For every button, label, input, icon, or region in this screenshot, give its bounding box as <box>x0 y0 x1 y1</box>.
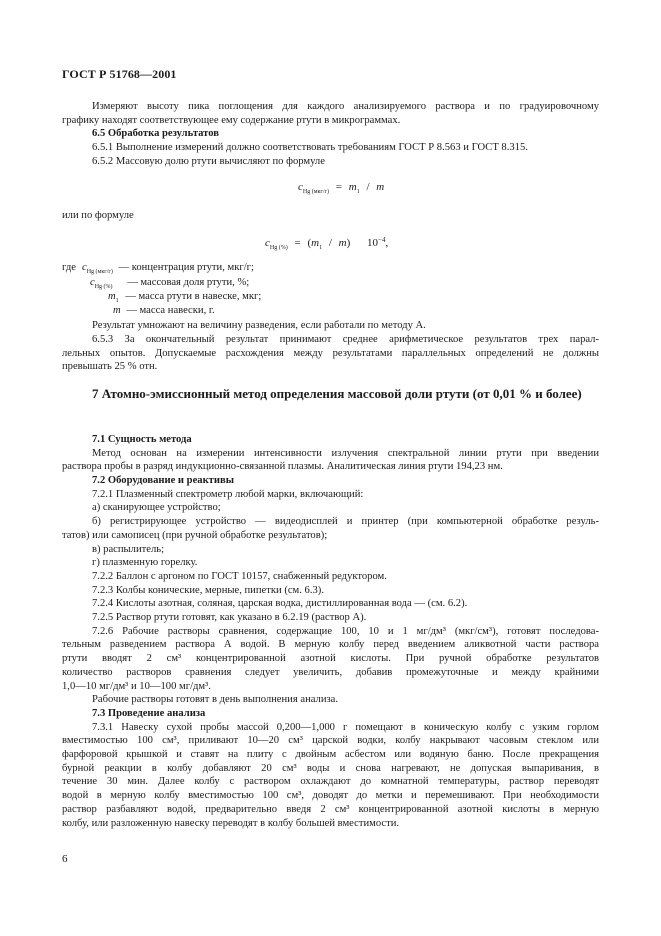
paragraph-line: 6.5.3 За окончательный результат принимают среднее арифметическое результатов трех парал- <box>92 334 599 345</box>
paragraph-line: вместимостью 100 см³, приливают 10—20 см³ царской водки, колбу накрывают часовым стеклом или <box>62 735 599 747</box>
section-heading-7-1: 7.1 Сущность метода <box>92 434 192 445</box>
where-item: $m_1$ — масса ртути в навеске, мкг; <box>108 291 262 304</box>
paragraph-line: 1,0—10 мг/дм³ и 10—100 мг/дм³. <box>62 680 211 692</box>
paragraph-line: бурной реакции в колбу добавляют 20 см³ воды и снова нагревают, не допуская выпаривания, в <box>62 762 599 774</box>
paragraph-line: колбу, или разложенную навеску переводят в колбу большей вместимости. <box>62 817 400 829</box>
paragraph-6-5-1: 6.5.1 Выполнение измерений должно соответствовать требованиям ГОСТ Р 8.563 и ГОСТ 8.315. <box>92 142 528 154</box>
where-item: $c_{Hg (\%)}$ — массовая доля ртути, %; <box>90 277 250 290</box>
page-number: 6 <box>62 853 68 865</box>
document-header: ГОСТ Р 51768—2001 <box>62 67 177 81</box>
paragraph-line: ртути вводят 2 см³ концентрированной азотной кислоты. При ручной обработке результатов <box>62 653 599 665</box>
paragraph-7-2-3: 7.2.3 Колбы конические, мерные, пипетки (см. 6.3). <box>92 584 324 596</box>
paragraph-line: течение 30 мин. Далее колбу с раствором охлаждают до комнатной температуры, раствор переводят <box>62 776 599 788</box>
list-item-continuation: татов) или самописец (при ручной обработке результатов); <box>62 529 328 541</box>
paragraph-line: раствора пробы в разряд индукционно-связанной плазмы. Аналитическая линия ртути 194,23 нм. <box>62 461 503 473</box>
paragraph-line: количество растворов сравнения следует увеличить, добавив промежуточные и между крайними <box>62 666 599 678</box>
paragraph-line: фарфоровой крышкой и ставят на плиту с двойным асбестом или водяную баню. После прекращения <box>62 749 599 760</box>
section-7-title: 7 Атомно-эмиссионный метод определения массовой доли ртути (от 0,01 % и более) <box>92 386 582 401</box>
section-heading-7-3: 7.3 Проведение анализа <box>92 707 206 719</box>
paragraph-6-5-2: 6.5.2 Массовую долю ртути вычисляют по формуле <box>92 155 325 167</box>
where-label: где <box>62 262 76 273</box>
where-item: $c_{Hg (мкг/г)}$ — концентрация ртути, мкг/г; <box>82 262 254 275</box>
paragraph-line: Метод основан на измерении интенсивности излучения спектральной линии ртути при введении <box>92 447 599 459</box>
paragraph-line: лельных опытов. Допускаемые расхождения между результатами параллельных определений не должны <box>62 347 599 359</box>
formula-concentration: $c_{Hg (мкг/г)} = m_1 / m$ <box>298 181 385 195</box>
paragraph-7-2-4: 7.2.4 Кислоты азотная, соляная, царская водка, дистиллированная вода — (см. 6.2). <box>92 598 468 610</box>
paragraph-7-2-5: 7.2.5 Раствор ртути готовят, как указано в 6.2.19 (раствор А). <box>92 612 367 623</box>
paragraph-line: тельным разведением раствора А водой. В мерную колбу перед введением аликвотной части раствора <box>62 639 599 651</box>
paragraph-ready: Рабочие растворы готовят в день выполнения анализа. <box>92 694 339 706</box>
paragraph-line: водой в мерную колбу вместимостью 100 см³, доводят до метки и перемешивают. При необходимости <box>62 790 599 802</box>
list-item: г) плазменную горелку. <box>92 557 198 569</box>
paragraph-7-2-1: 7.2.1 Плазменный спектрометр любой марки, включающий: <box>92 488 364 500</box>
list-item: а) сканирующее устройство; <box>92 502 221 514</box>
paragraph-7-2-2: 7.2.2 Баллон с аргоном по ГОСТ 10157, снабженный редуктором. <box>92 570 387 582</box>
formula-mass-fraction: $c_{Hg (\%)} = (m_1 / m)$ $10^{-4}$, <box>265 236 389 251</box>
list-item: б) регистрирующее устройство — видеодисплей и принтер (при компьютерной обработке резуль- <box>92 516 599 528</box>
paragraph-line: Измеряют высоту пика поглощения для каждого анализируемого раствора и по градуировочному <box>92 101 599 112</box>
paragraph-line: 7.2.6 Рабочие растворы сравнения, содержащие 100, 10 и 1 мг/дм³ (мкг/см³), готовят последова- <box>92 625 599 637</box>
section-heading-7-2: 7.2 Оборудование и реактивы <box>92 475 234 486</box>
or-formula-text: или по формуле <box>62 210 134 221</box>
paragraph-dilution: Результат умножают на величину разведения, если работали по методу А. <box>92 320 426 331</box>
paragraph-line: графику находят соответствующее ему содержание ртути в микрограммах. <box>62 114 401 126</box>
where-item: m — масса навески, г. <box>113 305 215 316</box>
paragraph-line: раствор разбавляют водой, предварительно введя 2 см³ концентрированной азотной кислоты в мерную <box>62 803 599 815</box>
paragraph-line: превышать 25 % отн. <box>62 361 158 373</box>
paragraph-line: 7.3.1 Навеску сухой пробы массой 0,200—1,000 г помещают в коническую колбу с узким горлом <box>92 721 599 733</box>
section-heading-6-5: 6.5 Обработка результатов <box>92 128 219 140</box>
list-item: в) распылитель; <box>92 543 165 555</box>
